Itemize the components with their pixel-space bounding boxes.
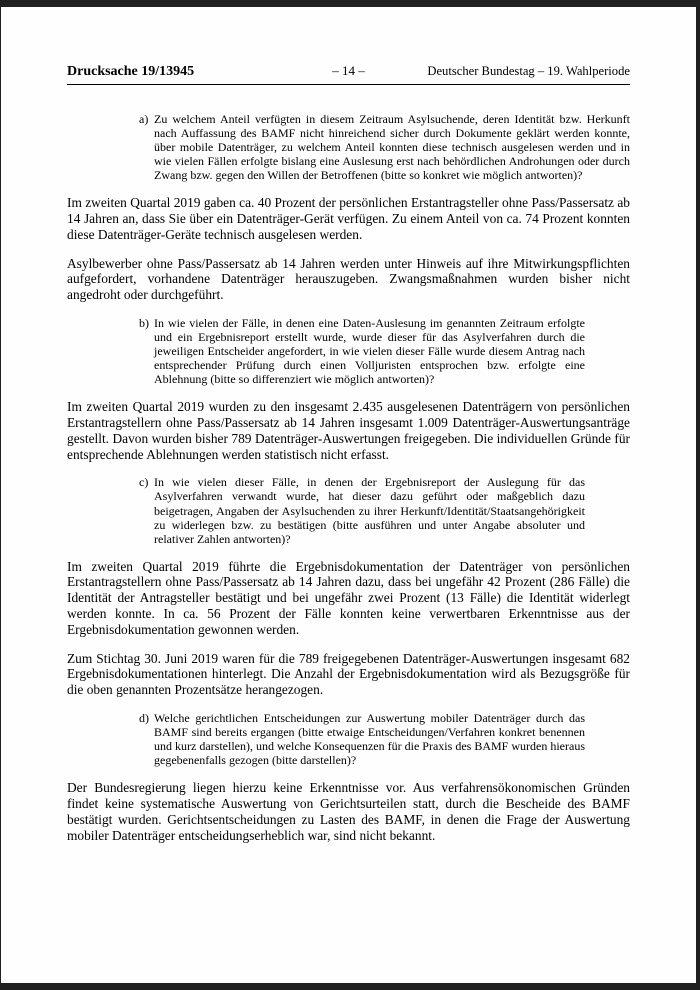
question-b [139, 316, 585, 386]
header-doc-reference [67, 64, 332, 80]
question-label: c) [139, 475, 149, 490]
answer-paragraph: Im zweiten Quartal 2019 führte die Ergebnisdokumentation der Datenträger von persönlichen Erstantragstellern ohne Pass/Passersatz ab 14 Jahren dazu, dass bei ungefähr 42 Prozent (286 Fälle) die Identität der Antragsteller bestätigt und bei ungefähr zwei Prozent (13 Fälle) die Identität widerlegt werden konnte. In ca. 56 Prozent der Fälle konnten keine verwertbaren Erkenntnisse aus der Ergebnisdokumentation gewonnen werden. [67, 558, 630, 637]
question-text: In wie vielen dieser Fälle, in denen der Ergebnisreport der Auslegung für das Asylverfahren verwandt wurde, hat dieser dazu geführt oder maßgeblich dazu beigetragen, Angaben der Asylsuchenden zu ihrer Herkunft/Identität/Staatsangehörigkeit zu widerlegen bzw. zu bestätigen (bitte ausführen und unter Angabe absoluter und relativer Zahlen antworten)? [154, 475, 585, 546]
answer-paragraph: Asylbewerber ohne Pass/Passersatz ab 14 Jahren werden unter Hinweis auf ihre Mitwirkungspflichten aufgefordert, vorhandene Datenträger herauszugeben. Zwangsmaßnahmen wurden bisher nicht angedroht oder durchgeführt. [67, 255, 630, 303]
question-label: b) [139, 316, 149, 331]
question-a [139, 112, 630, 182]
answer-paragraph: Der Bundesregierung liegen hierzu keine Erkenntnisse vor. Aus verfahrensökonomischen Gründen findet keine systematische Auswertung von Gerichtsurteilen statt, durch die Bescheide des BAMF bestätigt wurden. Gerichtsentscheidungen zu Lasten des BAMF, in denen die Frage der Auswertung mobiler Datenträger entscheidungserheblich war, sind nicht bekannt. [67, 780, 630, 843]
question-c [139, 475, 585, 545]
page-header [67, 63, 630, 80]
answer-paragraph: Zum Stichtag 30. Juni 2019 waren für die 789 freigegebenen Datenträger-Auswertungen insgesamt 682 Ergebnisdokumentationen hinterlegt. Die Anzahl der Ergebnisdokumentation wird als Bezugsgröße für die oben genannten Prozentsätze herangezogen. [67, 650, 630, 698]
doc-number: 19/13945 [141, 64, 195, 79]
answer-paragraph: Im zweiten Quartal 2019 gaben ca. 40 Prozent der persönlichen Erstantragsteller ohne Pass/Passersatz ab 14 Jahren an, dass Sie über ein Datenträger-Gerät verfügen. Zu einem Anteil von ca. 74 Prozent konnten diese Datenträger-Geräte technisch ausgelesen werden. [67, 195, 630, 242]
document-body [67, 112, 630, 843]
answer-paragraph: Im zweiten Quartal 2019 wurden zu den insgesamt 2.435 ausgelesenen Datenträgern von persönlichen Erstantragstellern ohne Pass/Passersatz ab 14 Jahren insgesamt 1.009 Datenträger-Auswertungsanträge gestellt. Davon wurden bisher 789 Datenträger-Auswertungen freigegeben. Die individuellen Gründe für entsprechende Ablehnungen werden statistisch nicht erfasst. [67, 399, 630, 462]
header-rule [67, 84, 630, 85]
page-number: – 14 – [332, 63, 365, 78]
doc-label: Drucksache [67, 64, 138, 79]
question-text: Zu welchem Anteil verfügten in diesem Zeitraum Asylsuchende, deren Identität bzw. Herkunft nach Auffassung des BAMF nicht hinreichend sicher durch Dokumente geklärt werden konnte, über mobile Datenträger, zu welchem Anteil konnten diese technisch ausgelesen werden und in wie vielen Fällen erfolgte bislang eine Auslesung erst nach behördlichen Androhungen oder durch Zwang bzw. gegen den Willen der Betroffenen (bitte so konkret wie möglich antworten)? [154, 112, 630, 183]
header-right-text: Deutscher Bundestag – 19. Wahlperiode [427, 64, 630, 78]
question-label: d) [139, 711, 149, 726]
question-text: Welche gerichtlichen Entscheidungen zur Auswertung mobiler Datenträger durch das BAMF sind bereits ergangen (bitte etwaige Entscheidungen/Verfahren konkret benennen und kurz darstellen), und welche Konsequenzen für die Praxis des BAMF wurden hieraus gegebenenfalls gezogen (bitte darstellen)? [154, 711, 585, 768]
question-d [139, 711, 585, 767]
question-text: In wie vielen der Fälle, in denen eine Daten-Auslesung im genannten Zeitraum erfolgte und ein Ergebnisreport erstellt wurde, wurde dieser für das Asylverfahren durch die jeweiligen Entscheider angefordert, in wie vielen dieser Fälle wurde diesem Antrag nach entsprechender Prüfung durch einen Volljuristen entsprochen bzw. erfolgte eine Ablehnung (bitte so differenziert wie möglich antworten)? [154, 316, 585, 387]
question-label: a) [139, 112, 149, 126]
document-page [1, 7, 696, 983]
